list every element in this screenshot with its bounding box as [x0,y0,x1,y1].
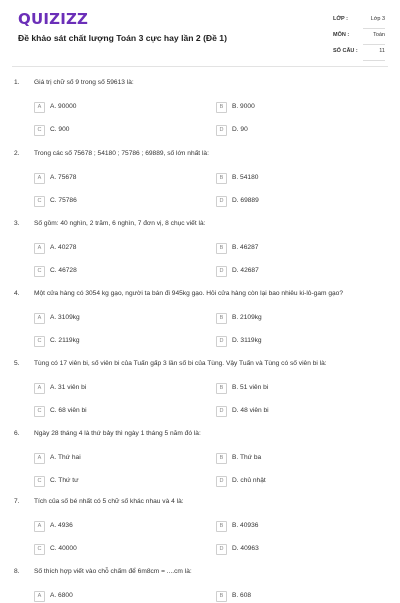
meta-row-subject [333,29,385,45]
option-text: B. Thứ ba [232,454,262,461]
option-text: B. 608 [232,592,252,599]
option-letter-box: C [34,266,45,277]
question-item [0,290,400,358]
meta-value: Lớp 3 [370,16,385,22]
question-item [0,79,400,147]
option-text: A. 3109kg [50,314,80,321]
option-letter-box: A [34,453,45,464]
option-letter-box: C [34,476,45,487]
option-text: A. 6800 [50,592,73,599]
option-letter-box: C [34,336,45,347]
question-text: Trong các số 75678 ; 54180 ; 75786 ; 69889, số lớn nhất là: [34,150,209,157]
quiz-meta [333,13,385,61]
option-text: B. 40936 [232,522,259,529]
option-text: D. chủ nhật [232,477,266,484]
option-letter-box: D [216,544,227,555]
question-number: 8. [14,568,20,575]
option-text: A. 31 viên bi [50,384,87,391]
option-letter-box: D [216,266,227,277]
option-letter-box: A [34,173,45,184]
option-letter-box: B [216,313,227,324]
option-letter-box: A [34,383,45,394]
option-text: B. 2109kg [232,314,262,321]
option-text: A. 40278 [50,244,77,251]
question-item [0,150,400,218]
option-letter-box: A [34,591,45,602]
option-text: C. 900 [50,126,70,133]
question-item [0,430,400,498]
option-text: C. 40000 [50,545,77,552]
option-letter-box: A [34,313,45,324]
question-number: 5. [14,360,20,367]
option-letter-box: C [34,544,45,555]
option-text: C. Thứ tư [50,477,79,484]
option-text: C. 46728 [50,267,77,274]
question-item [0,220,400,288]
option-text: B. 54180 [232,174,259,181]
question-text: Số gồm: 40 nghìn, 2 trăm, 6 nghìn, 7 đơn vị, 8 chục viết là: [34,220,206,227]
option-letter-box: B [216,102,227,113]
question-text: Giá trị chữ số 9 trong số 59613 là: [34,79,134,86]
option-text: D. 48 viên bi [232,407,269,414]
option-letter-box: B [216,243,227,254]
question-item [0,568,400,600]
option-text: A. 4936 [50,522,73,529]
meta-value: 11 [379,48,385,54]
option-letter-box: A [34,243,45,254]
option-text: B. 9000 [232,103,255,110]
header-divider [12,66,388,67]
question-number: 6. [14,430,20,437]
option-letter-box: C [34,125,45,136]
option-letter-box: A [34,521,45,532]
option-text: D. 3119kg [232,337,262,344]
question-number: 2. [14,150,20,157]
question-text: Tùng có 17 viên bi, số viên bi của Tuấn gấp 3 lần số bi của Tùng. Vậy Tuấn và Tùng có số viên bi là: [34,360,327,367]
page-title: Đề khảo sát chất lượng Toán 3 cực hay lần 2 (Đề 1) [18,33,227,43]
option-letter-box: C [34,406,45,417]
option-letter-box: C [34,196,45,207]
question-text: Một cửa hàng có 3054 kg gạo, người ta bán đi 945kg gạo. Hỏi cửa hàng còn lại bao nhiêu ki-lô-gam gạo? [34,290,343,297]
option-text: D. 90 [232,126,248,133]
option-letter-box: B [216,453,227,464]
option-text: C. 2119kg [50,337,80,344]
option-letter-box: B [216,383,227,394]
meta-label: LỚP : [333,16,348,22]
meta-row-count [333,45,385,61]
option-letter-box: B [216,591,227,602]
meta-label: SỐ CÂU : [333,48,358,54]
question-item [0,498,400,566]
option-text: D. 40963 [232,545,259,552]
option-text: A. 75678 [50,174,77,181]
quizizz-logo: QUIZIZZ [18,10,89,28]
option-text: D. 69889 [232,197,259,204]
question-number: 4. [14,290,20,297]
question-text: Tích của số bé nhất có 5 chữ số khác nhau và 4 là: [34,498,184,505]
option-text: A. 90000 [50,103,77,110]
option-text: A. Thứ hai [50,454,81,461]
option-letter-box: D [216,196,227,207]
meta-underline [363,60,385,61]
option-text: D. 42687 [232,267,259,274]
meta-row-class [333,13,385,29]
option-letter-box: B [216,173,227,184]
question-text: Ngày 28 tháng 4 là thứ bảy thì ngày 1 tháng 5 năm đó là: [34,430,201,437]
option-letter-box: D [216,476,227,487]
option-text: B. 51 viên bi [232,384,269,391]
option-letter-box: D [216,336,227,347]
option-text: C. 68 viên bi [50,407,87,414]
question-number: 1. [14,79,20,86]
option-letter-box: A [34,102,45,113]
option-text: C. 75786 [50,197,77,204]
option-letter-box: D [216,406,227,417]
meta-value: Toán [373,32,385,38]
meta-label: MÔN : [333,32,350,38]
question-number: 3. [14,220,20,227]
question-number: 7. [14,498,20,505]
question-item [0,360,400,428]
option-letter-box: D [216,125,227,136]
question-text: Số thích hợp viết vào chỗ chấm để 6m8cm = ....cm là: [34,568,192,575]
option-letter-box: B [216,521,227,532]
option-text: B. 46287 [232,244,259,251]
